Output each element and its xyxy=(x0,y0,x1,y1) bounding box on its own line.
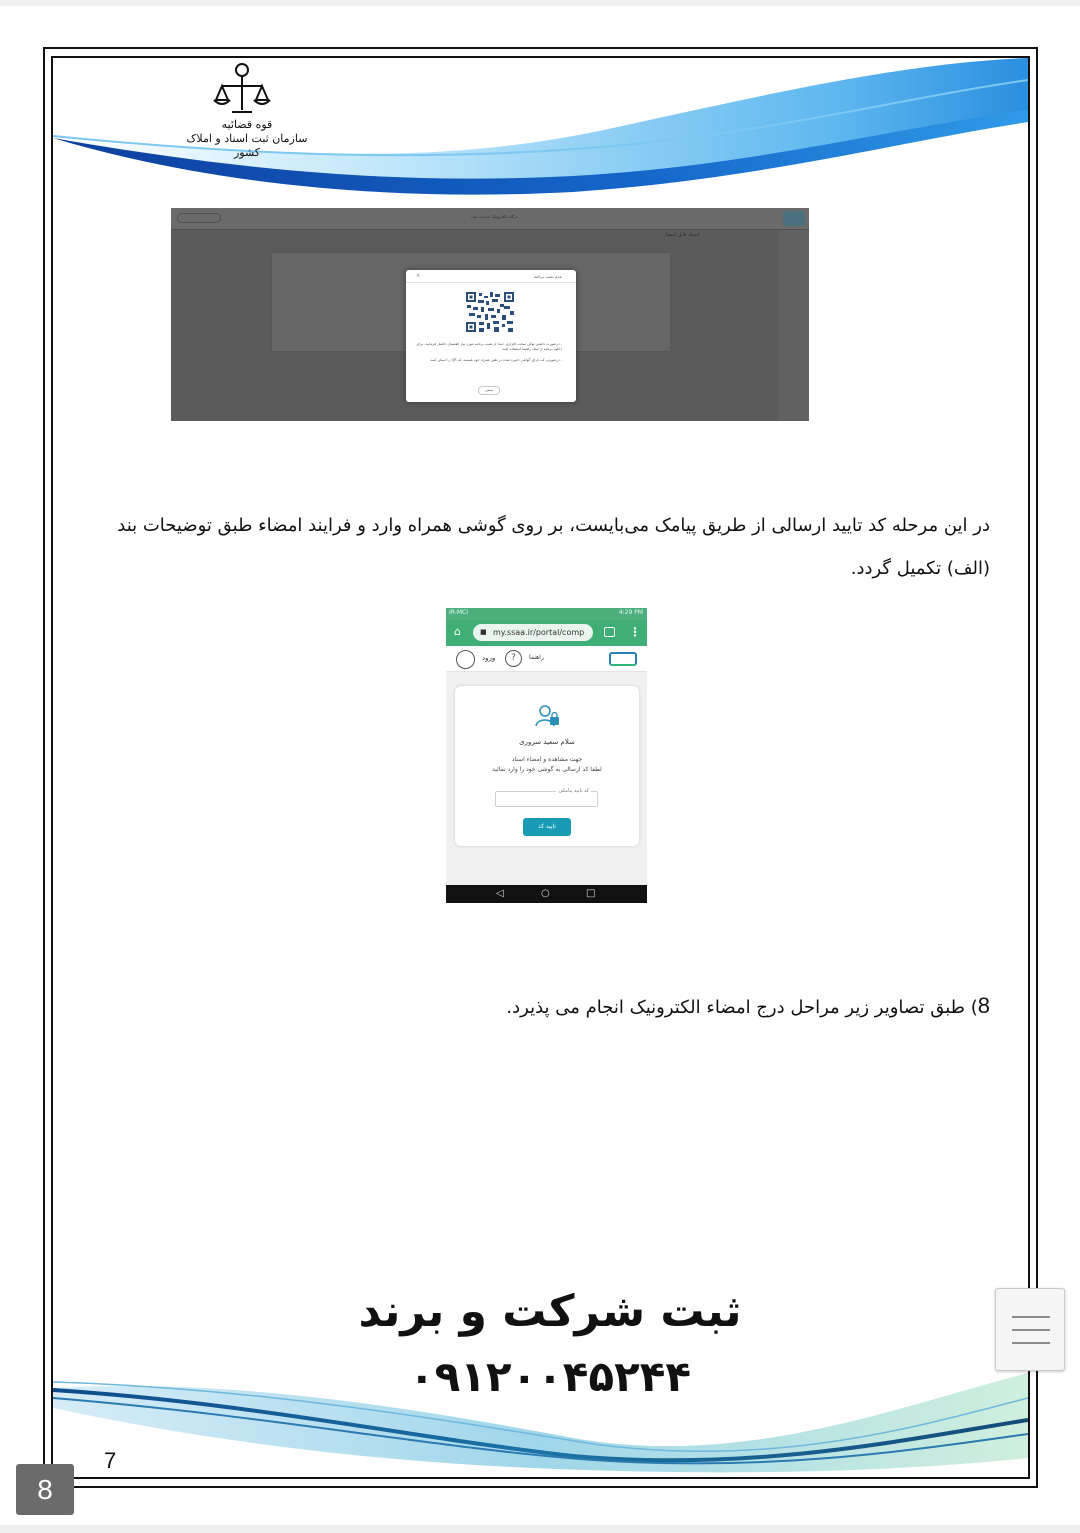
emblem-line-1: قوه قضائیه xyxy=(221,118,273,131)
user-lock-icon xyxy=(535,704,561,728)
site-logo xyxy=(609,652,637,666)
portal-screenshot xyxy=(171,208,809,421)
portal-sidebar xyxy=(779,230,809,421)
portal-icons xyxy=(177,213,221,223)
greeting-text: سلام سعید سروری xyxy=(519,738,575,746)
step-number: 8 xyxy=(977,993,990,1018)
menu-bar-3 xyxy=(1012,1342,1050,1344)
help-link[interactable]: راهنما xyxy=(529,654,544,661)
viewer-page-indicator[interactable]: 8 xyxy=(16,1464,74,1515)
page-number: 7 xyxy=(104,1448,117,1473)
lock-icon: ■ xyxy=(480,628,487,636)
confirm-code-button[interactable]: تایید کد xyxy=(523,818,571,836)
otp-code-field[interactable] xyxy=(495,788,598,807)
browser-url-bar xyxy=(446,620,647,646)
modal-text-2: - درصورتی که دارای گواهی ذخیره شده در تلفن همراه خود هستید، کد QR را اسکن کنید. xyxy=(429,358,562,362)
instruction-line-2: لطفا کد ارسالی به گوشی خود را وارد نمائید xyxy=(492,766,602,773)
url-field[interactable] xyxy=(473,624,593,641)
user-icon[interactable] xyxy=(456,650,475,669)
portal-panel-title: اسناد قابل امضا xyxy=(665,232,699,238)
recents-icon[interactable]: □ xyxy=(586,888,596,899)
back-icon[interactable]: ◁ xyxy=(496,888,504,899)
menu-bar-1 xyxy=(1012,1316,1050,1318)
instruction-line-1: جهت مشاهده و امضاء اسناد xyxy=(511,756,583,763)
viewer-menu-button[interactable] xyxy=(995,1288,1065,1371)
help-icon[interactable]: ? xyxy=(505,650,522,667)
otp-card xyxy=(455,686,639,846)
status-carrier: IR-MCI xyxy=(449,609,468,616)
top-strip xyxy=(0,0,1080,6)
bottom-strip xyxy=(0,1525,1080,1533)
emblem-caption xyxy=(182,118,312,160)
brand-phone: ۰۹۱۲۰۰۴۵۲۴۴ xyxy=(409,1352,691,1401)
android-nav-bar xyxy=(446,885,647,903)
instruction-paragraph: در این مرحله کد تایید ارسالی از طریق پیامک می‌بایست، بر روی گوشی همراه وارد و فرایند امضاء طبق توضیحات بند (الف) تکمیل گردد. xyxy=(117,515,990,579)
portal-logo xyxy=(783,211,805,226)
tabs-icon[interactable] xyxy=(604,627,615,637)
step-line xyxy=(420,988,990,1026)
site-header xyxy=(446,646,647,672)
phone-status-bar xyxy=(446,608,647,620)
more-menu-icon[interactable]: ⋮ xyxy=(629,625,641,639)
modal-divider xyxy=(406,282,576,283)
modal-title: عدم نصب برنامه xyxy=(534,274,562,279)
modal-text-1: - درصورت داشتن توکن سخت افزاری، ابتدا از نصب برنامه مورد نیاز اطمینان حاصل فرمایید. برای دانلود برنامه از لینک راهنما استفاده کنید. xyxy=(416,342,562,351)
modal-close-icon[interactable]: × xyxy=(416,273,421,279)
status-time: 4:29 PM xyxy=(618,609,643,616)
brand-title: ثبت شرکت و برند xyxy=(358,1286,742,1337)
portal-header-title: درگاه الکترونیک خدمات ثبت xyxy=(471,214,518,219)
menu-bar-2 xyxy=(1012,1329,1050,1331)
url-text: my.ssaa.ir/portal/comp xyxy=(493,628,585,637)
phone-screenshot xyxy=(446,608,647,903)
modal-dialog xyxy=(406,270,576,402)
home-nav-icon[interactable]: ○ xyxy=(541,888,550,899)
qr-code-icon xyxy=(464,290,516,334)
otp-field-label: کد تایید پیامکی xyxy=(558,788,589,794)
home-icon[interactable]: ⌂ xyxy=(454,625,461,638)
emblem-line-2: سازمان ثبت اسناد و املاک کشور xyxy=(186,132,308,159)
login-link[interactable]: ورود xyxy=(482,654,496,662)
portal-topbar xyxy=(171,208,809,230)
step-text: ) طبق تصاویر زیر مراحل درج امضاء الکترونیک انجام می پذیرد. xyxy=(506,997,978,1018)
modal-close-button[interactable]: بستن xyxy=(478,386,500,395)
